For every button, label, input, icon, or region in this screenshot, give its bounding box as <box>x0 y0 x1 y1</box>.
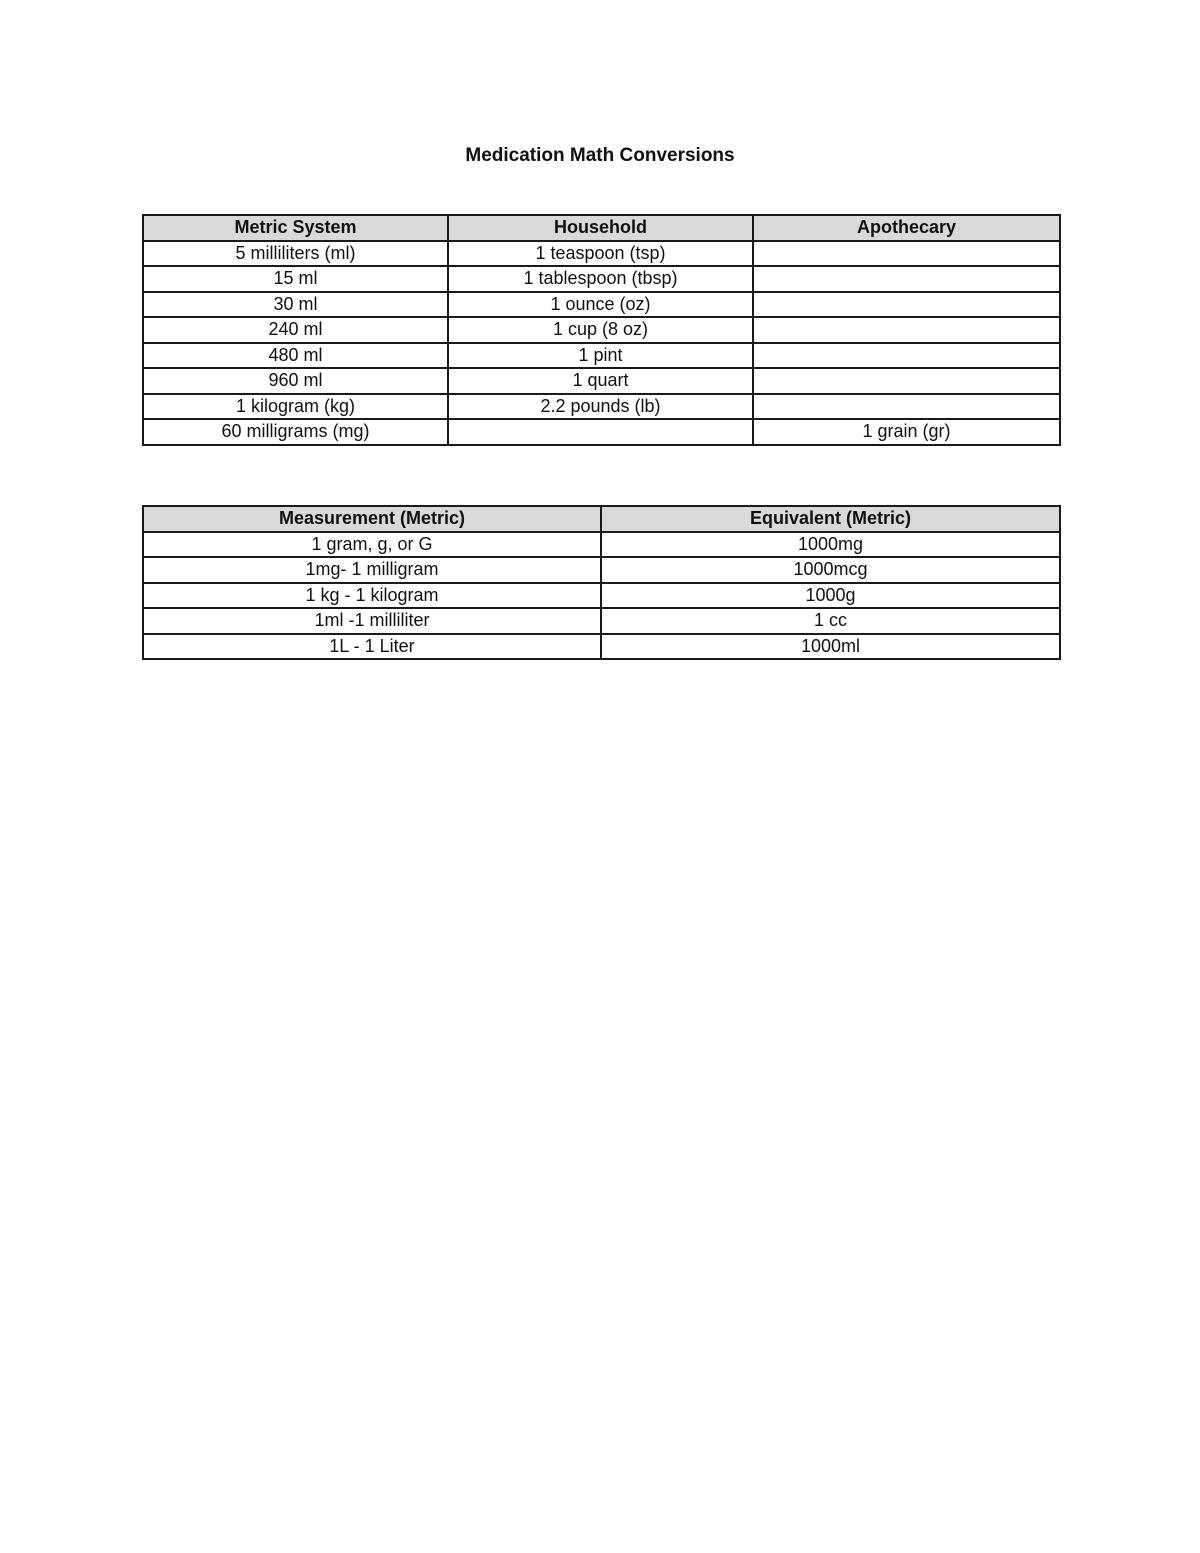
metric-cell: 240 ml <box>143 317 448 343</box>
equivalent-cell: 1000mg <box>601 532 1060 558</box>
equivalent-cell: 1000ml <box>601 634 1060 660</box>
table-row <box>143 368 1060 394</box>
metric-cell: 30 ml <box>143 292 448 318</box>
table-row <box>143 419 1060 445</box>
equivalent-cell: 1 cc <box>601 608 1060 634</box>
header-row <box>143 215 1060 241</box>
table-row <box>143 241 1060 267</box>
measurement-cell: 1 kg - 1 kilogram <box>143 583 601 609</box>
apothecary-cell <box>753 343 1060 369</box>
metric-cell: 60 milligrams (mg) <box>143 419 448 445</box>
household-cell: 1 teaspoon (tsp) <box>448 241 753 267</box>
metric-cell: 15 ml <box>143 266 448 292</box>
apothecary-cell <box>753 266 1060 292</box>
metric-equivalents-table <box>142 505 1061 660</box>
table-row <box>143 608 1060 634</box>
table-row <box>143 557 1060 583</box>
table-row <box>143 317 1060 343</box>
metric-cell: 960 ml <box>143 368 448 394</box>
apothecary-cell: 1 grain (gr) <box>753 419 1060 445</box>
apothecary-cell <box>753 394 1060 420</box>
table-row <box>143 292 1060 318</box>
column-header-apothecary: Apothecary <box>753 215 1060 241</box>
table-row <box>143 266 1060 292</box>
apothecary-cell <box>753 368 1060 394</box>
metric-cell: 5 milliliters (ml) <box>143 241 448 267</box>
table-row <box>143 634 1060 660</box>
apothecary-cell <box>753 317 1060 343</box>
equivalent-cell: 1000mcg <box>601 557 1060 583</box>
household-cell: 1 tablespoon (tbsp) <box>448 266 753 292</box>
table-row <box>143 394 1060 420</box>
conversions-table <box>142 214 1061 446</box>
column-header-metric-system: Metric System <box>143 215 448 241</box>
column-header-equivalent: Equivalent (Metric) <box>601 506 1060 532</box>
table-row <box>143 532 1060 558</box>
household-cell: 2.2 pounds (lb) <box>448 394 753 420</box>
household-cell: 1 pint <box>448 343 753 369</box>
household-cell: 1 quart <box>448 368 753 394</box>
household-cell <box>448 419 753 445</box>
household-cell: 1 cup (8 oz) <box>448 317 753 343</box>
metric-cell: 480 ml <box>143 343 448 369</box>
header-row <box>143 506 1060 532</box>
measurement-cell: 1ml -1 milliliter <box>143 608 601 634</box>
household-cell: 1 ounce (oz) <box>448 292 753 318</box>
apothecary-cell <box>753 292 1060 318</box>
page-title: Medication Math Conversions <box>465 145 735 166</box>
table-row <box>143 583 1060 609</box>
column-header-household: Household <box>448 215 753 241</box>
measurement-cell: 1mg- 1 milligram <box>143 557 601 583</box>
metric-cell: 1 kilogram (kg) <box>143 394 448 420</box>
equivalent-cell: 1000g <box>601 583 1060 609</box>
apothecary-cell <box>753 241 1060 267</box>
column-header-measurement: Measurement (Metric) <box>143 506 601 532</box>
measurement-cell: 1 gram, g, or G <box>143 532 601 558</box>
measurement-cell: 1L - 1 Liter <box>143 634 601 660</box>
table-row <box>143 343 1060 369</box>
